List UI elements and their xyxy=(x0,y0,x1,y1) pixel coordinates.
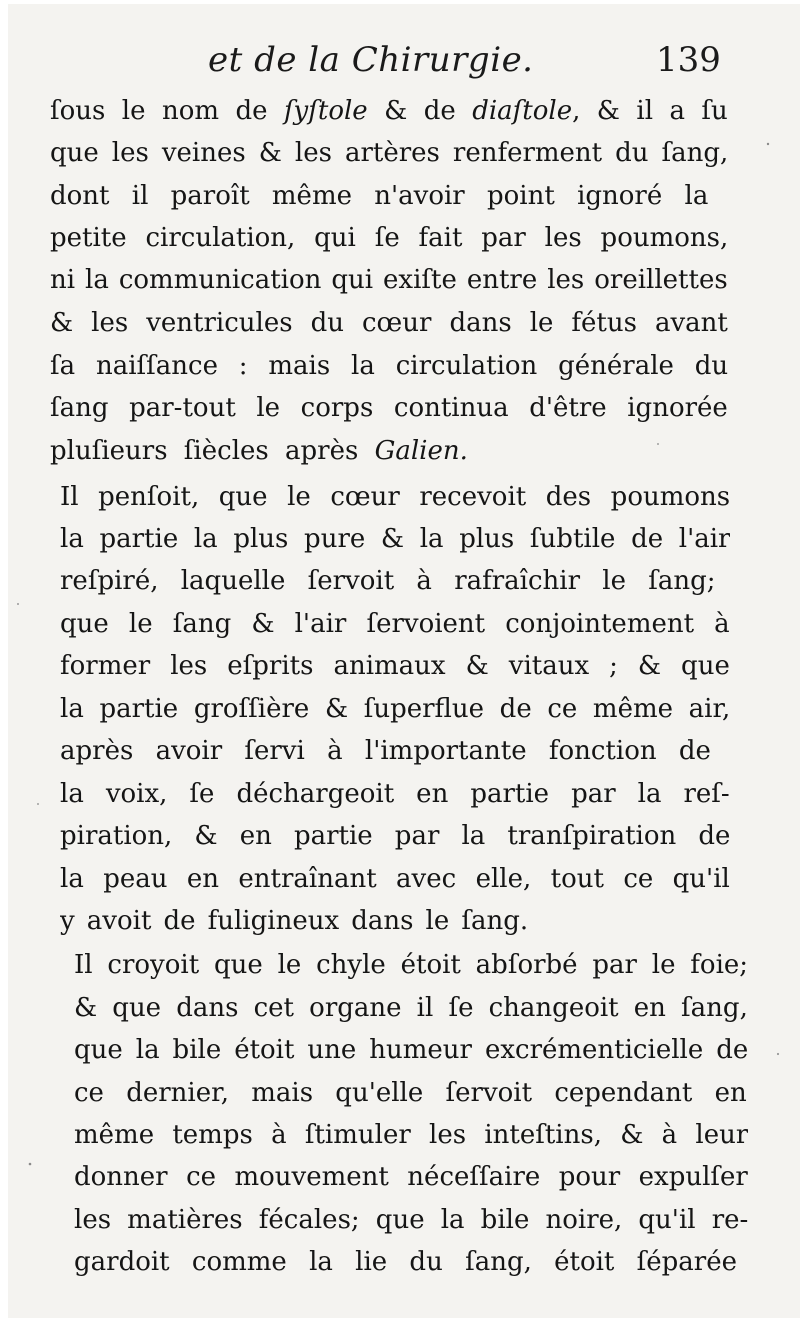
text-segment: & de xyxy=(367,96,473,126)
text-segment: , & il a ſu xyxy=(572,96,728,126)
text-line xyxy=(74,1156,748,1198)
text-line xyxy=(60,688,730,730)
text-line xyxy=(60,815,730,857)
text-segment: petite circulation, qui ſe fait par les poumons, xyxy=(50,223,729,253)
text-segment: que le ſang & l'air ſervoient conjointement à xyxy=(60,609,730,639)
text-line xyxy=(60,858,730,900)
text-line xyxy=(60,645,730,687)
text-segment: donner ce mouvement néceſſaire pour expulſer xyxy=(74,1162,748,1192)
text-line xyxy=(74,1114,748,1156)
text-line xyxy=(74,987,748,1029)
italic-text: Galien. xyxy=(374,436,468,466)
text-segment: la partie groſſière & ſuperflue de ce même air, xyxy=(60,694,731,724)
text-line xyxy=(60,773,730,815)
italic-text: diaſtole xyxy=(472,96,573,126)
running-title: et de la Chirurgie. xyxy=(208,40,534,80)
text-segment: les matières fécales; que la bile noire, qu'il re- xyxy=(74,1205,749,1235)
text-line xyxy=(74,944,748,986)
text-line xyxy=(60,900,528,942)
text-segment: ſa naiſſance : mais la circulation générale du xyxy=(50,351,729,381)
text-segment: piration, & en partie par la tranſpiration de xyxy=(60,821,731,851)
text-segment: & que dans cet organe il ſe changeoit en ſang, xyxy=(74,993,748,1023)
text-segment: former les eſprits animaux & vitaux ; & que xyxy=(60,651,730,681)
text-segment: la voix, ſe déchargeoit en partie par la reſ- xyxy=(60,779,730,809)
text-segment: la peau en entraînant avec elle, tout ce qu'il xyxy=(60,864,730,894)
text-line xyxy=(50,387,728,429)
book-page xyxy=(8,4,800,1318)
text-segment: ſang par-tout le corps continua d'être ignorée xyxy=(50,393,728,423)
text-line xyxy=(50,217,728,259)
text-line xyxy=(60,476,730,518)
text-segment: dont il paroît même n'avoir point ignoré la xyxy=(50,181,709,211)
text-segment: ce dernier, mais qu'elle ſervoit cependant en xyxy=(74,1078,747,1108)
text-line xyxy=(74,1029,748,1071)
text-segment: gardoit comme la lie du ſang, étoit ſéparée xyxy=(74,1247,738,1277)
text-line xyxy=(50,345,728,387)
page-number: 139 xyxy=(656,40,721,80)
text-line xyxy=(74,1199,748,1241)
text-segment: reſpiré, laquelle ſervoit à rafraîchir le ſang; xyxy=(60,566,716,596)
text-line xyxy=(50,259,728,301)
text-segment: y avoit de fuligineux dans le ſang. xyxy=(60,906,529,936)
text-line xyxy=(50,132,728,174)
text-segment: Il croyoit que le chyle étoit abſorbé par le foie; xyxy=(74,950,749,980)
text-line xyxy=(74,1241,737,1283)
text-line xyxy=(60,560,716,602)
text-line xyxy=(50,430,468,472)
text-line xyxy=(60,603,730,645)
text-segment: Il penſoit, que le cœur recevoit des poumons xyxy=(60,482,731,512)
text-line xyxy=(74,1072,747,1114)
text-segment: que la bile étoit une humeur excrémenticielle de xyxy=(74,1035,749,1065)
text-segment: que les veines & les artères renferment du ſang, xyxy=(50,138,729,168)
text-segment: ſous le nom de xyxy=(50,96,284,126)
text-line xyxy=(50,90,728,132)
text-line xyxy=(60,518,730,560)
text-segment: ni la communication qui exiſte entre les oreillettes xyxy=(50,265,728,295)
text-segment: même temps à ſtimuler les inteſtins, & à leur xyxy=(74,1120,749,1150)
italic-text: ſyſtole xyxy=(283,96,368,126)
text-line xyxy=(50,302,728,344)
text-segment: pluſieurs ſiècles après xyxy=(50,436,375,466)
text-segment: & les ventricules du cœur dans le fétus avant xyxy=(50,308,728,338)
text-line xyxy=(60,730,711,772)
text-segment: après avoir ſervi à l'importante fonction de xyxy=(60,736,711,766)
text-line xyxy=(50,175,708,217)
text-segment: la partie la plus pure & la plus ſubtile de l'air xyxy=(60,524,731,554)
